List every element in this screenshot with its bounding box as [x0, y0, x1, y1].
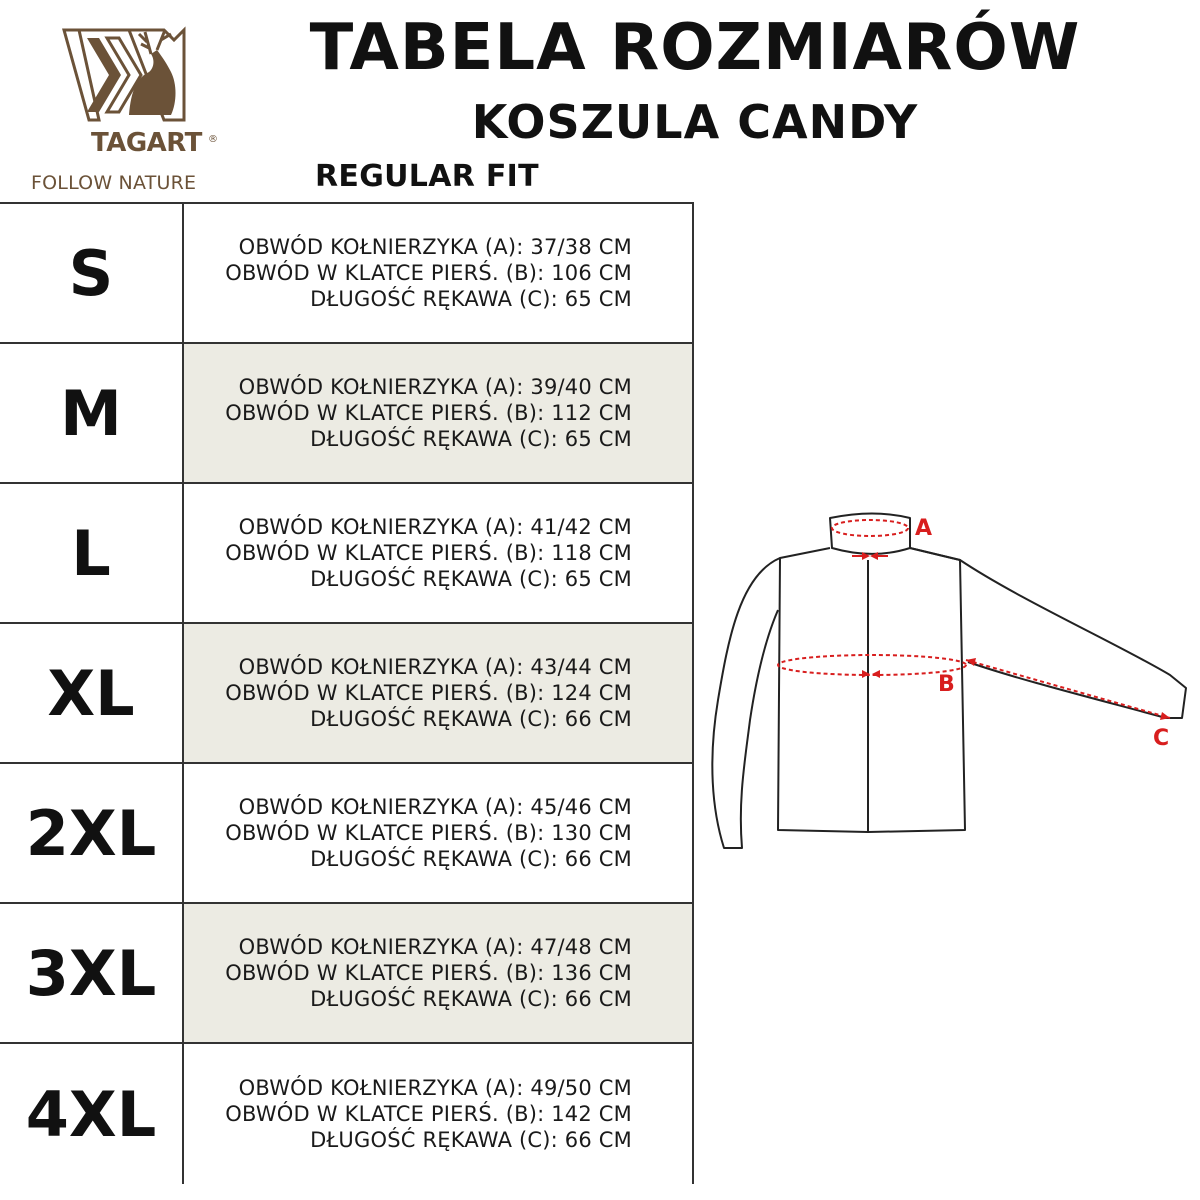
measure-label-c: C — [1153, 726, 1170, 751]
size-label: M — [0, 344, 184, 482]
chest-measurement: OBWÓD W KLATCE PIERŚ. (B): 142 CM — [225, 1102, 632, 1126]
chest-measurement: OBWÓD W KLATCE PIERŚ. (B): 112 CM — [225, 401, 632, 425]
measure-label-b: B — [938, 672, 955, 697]
fit-label: REGULAR FIT — [315, 159, 539, 194]
sleeve-measurement: DŁUGOŚĆ RĘKAWA (C): 65 CM — [310, 567, 632, 591]
brand-tagline: FOLLOW NATURE — [31, 172, 197, 194]
table-row — [0, 1044, 692, 1184]
product-name: KOSZULA CANDY — [471, 95, 919, 149]
deer-logo-icon — [59, 20, 189, 130]
chest-measurement: OBWÓD W KLATCE PIERŚ. (B): 118 CM — [225, 541, 632, 565]
measurements-cell — [184, 904, 692, 1042]
registered-mark: ® — [208, 134, 218, 145]
collar-measurement: OBWÓD KOŁNIERZYKA (A): 47/48 CM — [238, 935, 632, 959]
sleeve-measurement: DŁUGOŚĆ RĘKAWA (C): 66 CM — [310, 847, 632, 871]
sleeve-measurement: DŁUGOŚĆ RĘKAWA (C): 66 CM — [310, 707, 632, 731]
sleeve-measurement: DŁUGOŚĆ RĘKAWA (C): 65 CM — [310, 287, 632, 311]
table-row — [0, 764, 692, 904]
collar-measurement: OBWÓD KOŁNIERZYKA (A): 45/46 CM — [238, 795, 632, 819]
brand-name: TAGART — [91, 128, 202, 158]
measurements-cell — [184, 624, 692, 762]
sleeve-measurement: DŁUGOŚĆ RĘKAWA (C): 66 CM — [310, 1128, 632, 1152]
size-label: XL — [0, 624, 184, 762]
chest-measurement: OBWÓD W KLATCE PIERŚ. (B): 106 CM — [225, 261, 632, 285]
measurements-cell — [184, 484, 692, 622]
shirt-diagram — [700, 500, 1200, 860]
page-title: TABELA ROZMIARÓW — [309, 11, 1081, 85]
table-row — [0, 204, 692, 344]
sleeve-measurement: DŁUGOŚĆ RĘKAWA (C): 65 CM — [310, 427, 632, 451]
size-label: 2XL — [0, 764, 184, 902]
chest-measurement: OBWÓD W KLATCE PIERŚ. (B): 124 CM — [225, 681, 632, 705]
table-row — [0, 624, 692, 764]
table-row — [0, 344, 692, 484]
brand-logo — [25, 12, 225, 192]
collar-measurement: OBWÓD KOŁNIERZYKA (A): 43/44 CM — [238, 655, 632, 679]
collar-measurement: OBWÓD KOŁNIERZYKA (A): 49/50 CM — [238, 1076, 632, 1100]
measurements-cell — [184, 1044, 692, 1184]
chest-measurement: OBWÓD W KLATCE PIERŚ. (B): 130 CM — [225, 821, 632, 845]
table-row — [0, 904, 692, 1044]
chest-measurement: OBWÓD W KLATCE PIERŚ. (B): 136 CM — [225, 961, 632, 985]
collar-measurement: OBWÓD KOŁNIERZYKA (A): 41/42 CM — [238, 515, 632, 539]
measure-label-a: A — [915, 516, 933, 541]
sleeve-measurement: DŁUGOŚĆ RĘKAWA (C): 66 CM — [310, 987, 632, 1011]
size-label: L — [0, 484, 184, 622]
measurements-cell — [184, 204, 692, 342]
measurements-cell — [184, 344, 692, 482]
collar-measurement: OBWÓD KOŁNIERZYKA (A): 39/40 CM — [238, 375, 632, 399]
size-table — [0, 202, 694, 1184]
table-row — [0, 484, 692, 624]
size-label: S — [0, 204, 184, 342]
measurements-cell — [184, 764, 692, 902]
collar-measurement: OBWÓD KOŁNIERZYKA (A): 37/38 CM — [238, 235, 632, 259]
size-label: 4XL — [0, 1044, 184, 1184]
size-label: 3XL — [0, 904, 184, 1042]
